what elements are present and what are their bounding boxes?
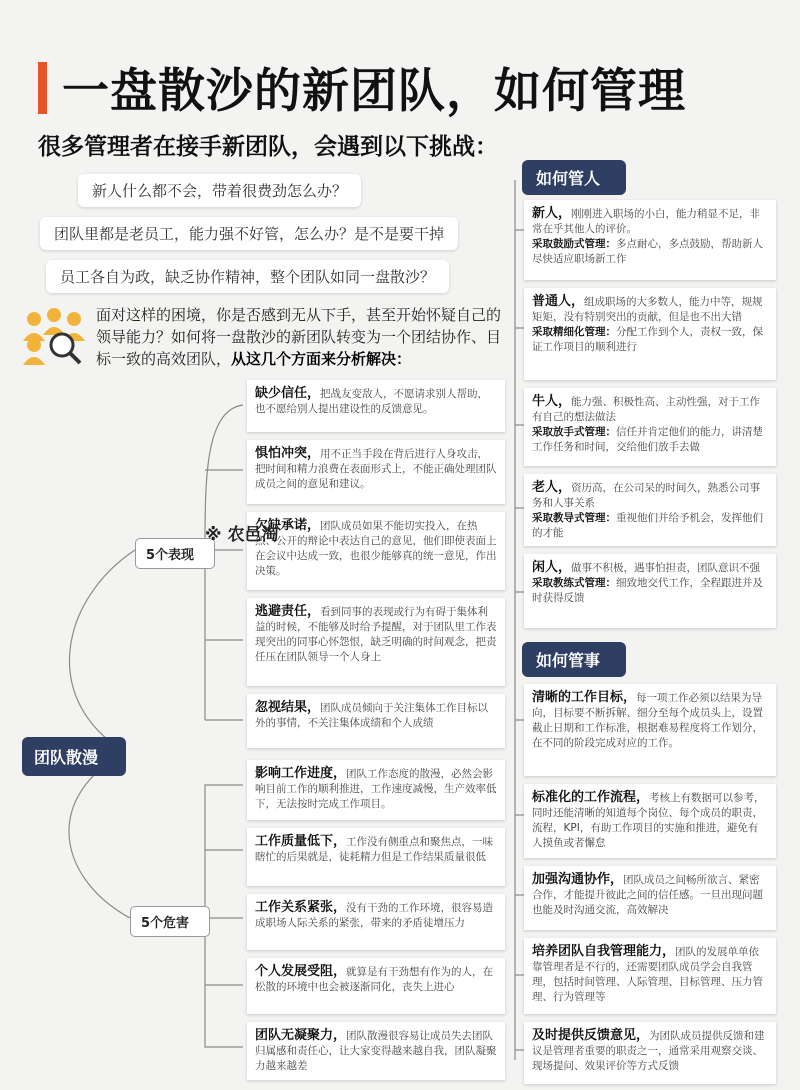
people-title: 普通人，: [532, 294, 585, 309]
people-card: [524, 474, 776, 546]
people-sub: 采取教练式管理：: [532, 577, 616, 589]
people-text: 资历高，在公司呆的时间久，熟悉公司事务和人事关系: [532, 482, 761, 509]
question-bubble-3: 员工各自为政，缺乏协作精神，整个团队如同一盘散沙？: [46, 260, 449, 293]
symptom-text: 把战友变敌人，不愿请求别人帮助，也不愿给别人提出建设性的反馈意见。: [255, 388, 489, 415]
people-subtext: 分配工作到个人，责权一致，保证工作项目的顺利进行: [532, 326, 763, 353]
people-subtext: 信任并肯定他们的能力，讲清楚工作任务和时间，交给他们放手去做: [532, 426, 763, 453]
harm-text: 没有干劲的工作环境，很容易造成职场人际关系的紧张，带来的矛盾徒增压力: [255, 902, 494, 929]
task-text: 考核上有数据可以参考，同时还能清晰的知道每个岗位、每个成员的职责，流程，KPI，有助工作项目的实施和推进，避免有人摸鱼或者懈怠: [532, 792, 765, 849]
harm-text: 就算是有干劲想有作为的人，在松散的环境中也会被逐渐同化，丧失上进心: [255, 966, 494, 993]
question-bubble-1: 新人什么都不会，带着很费劲怎么办？: [78, 174, 361, 207]
task-title: 清晰的工作目标，: [532, 690, 637, 705]
intro-bold-text: 从这几个方面来分析解决：: [231, 350, 412, 368]
branch-harms: 5个危害: [130, 906, 210, 937]
task-card: [524, 1022, 776, 1084]
symptom-text: 团队成员如果不能切实投入，在热烈、公开的辩论中表达自己的意见，他们即使表面上在会议中达成一致，也很少能够真的统一意见，作出决策。: [255, 520, 497, 577]
question-bubble-2: 团队里都是老员工，能力强不好管，怎么办？是不是要干掉: [40, 217, 458, 250]
page-title: 一盘散沙的新团队，如何管理: [62, 64, 686, 119]
task-text: 每一项工作必须以结果为导向，目标要不断拆解、细分至每个成员头上，设置截止日期和工作标准，根据难易程度将工作划分，在不同的阶段完成对应的工作。: [532, 692, 763, 749]
harm-title: 工作质量低下，: [255, 834, 347, 849]
harm-text: 工作没有侧重点和聚焦点，一味瞎忙的后果就是，徒耗精力但是工作结果质量很低: [255, 836, 494, 863]
task-text: 团队成员之间畅所欲言、紧密合作，才能提升彼此之间的信任感。一旦出现问题也能及时沟通交流，高效解决: [532, 874, 763, 916]
harm-card: [247, 760, 505, 820]
harm-card: [247, 828, 505, 886]
symptom-card: [247, 440, 505, 504]
manage-tasks-header: 如何管事: [522, 642, 626, 677]
watermark-symbol-icon: ※: [205, 525, 222, 545]
symptom-text: 看到同事的表现或行为有碍于集体利益的时候，不能够及时给予提醒，对于团队里工作表现突出的同事心怀怨恨，缺乏明确的时间观念，把责任压在团队领导一个人身上: [255, 606, 497, 663]
people-card: [524, 388, 776, 466]
people-title: 闲人，: [532, 560, 572, 575]
harm-title: 团队无凝聚力，: [255, 1028, 347, 1043]
people-title: 牛人，: [532, 394, 572, 409]
harm-title: 工作关系紧张，: [255, 900, 347, 915]
people-text: 刚刚进入职场的小白，能力稍显不足，非常在乎其他人的评价。: [532, 208, 761, 235]
symptom-card: [247, 512, 505, 590]
symptom-card: [247, 380, 505, 432]
symptom-title: 缺少信任，: [255, 386, 321, 401]
task-card: [524, 938, 776, 1014]
symptom-card: [247, 694, 505, 748]
symptom-title: 欠缺承诺，: [255, 518, 321, 533]
people-subtext: 多点耐心，多点鼓励，帮助新人尽快适应职场新工作: [532, 238, 763, 265]
symptom-title: 忽视结果，: [255, 700, 321, 715]
people-sub: 采取教导式管理：: [532, 512, 616, 524]
harm-card: [247, 958, 505, 1014]
page-subtitle: 很多管理者在接手新团队，会遇到以下挑战：: [38, 134, 498, 160]
branch-symptoms: 5个表现: [135, 538, 215, 569]
people-sub: 采取放手式管理：: [532, 426, 616, 438]
task-title: 标准化的工作流程，: [532, 790, 650, 805]
harm-title: 影响工作进度，: [255, 766, 347, 781]
intro-text: 面对这样的困境，你是否感到无从下手，甚至开始怀疑自己的领导能力？如何将一盘散沙的新团队转变为一个团结协作、目标一致的高效团队，: [96, 306, 502, 368]
symptom-text: 团队成员倾向于关注集体工作目标以外的事情，不关注集体成绩和个人成绩: [255, 702, 489, 729]
people-title: 老人，: [532, 480, 572, 495]
harm-text: 团队工作态度的散漫，必然会影响目前工作的顺利推进，工作速度减慢，生产效率低下，无法按时完成工作项目。: [255, 768, 497, 810]
people-title: 新人，: [532, 206, 572, 221]
people-text: 能力强、积极性高、主动性强，对于工作有自己的想法做法: [532, 396, 761, 423]
people-subtext: 细致地交代工作，全程跟进并及时获得反馈: [532, 577, 763, 604]
people-card: [524, 288, 776, 380]
task-card: [524, 784, 776, 858]
people-subtext: 重视他们并给予机会，发挥他们的才能: [532, 512, 763, 539]
people-sub: 采取精细化管理：: [532, 326, 616, 338]
people-text: 做事不积极，遇事怕担责，团队意识不强: [571, 562, 761, 574]
task-title: 及时提供反馈意见，: [532, 1028, 650, 1043]
watermark-text: 农邑淘: [227, 525, 279, 545]
harm-text: 团队散漫很容易让成员失去团队归属感和责任心，让大家变得越来越自我，团队凝聚力越来越差: [255, 1030, 497, 1072]
task-title: 培养团队自我管理能力，: [532, 944, 676, 959]
symptom-title: 逃避责任，: [255, 604, 321, 619]
symptom-card: [247, 598, 505, 686]
people-text: 组成职场的大多数人，能力中等，规规矩矩，没有特别突出的贡献，但是也不出大错: [532, 296, 763, 323]
task-text: 团队的发展单单依靠管理者是不行的，还需要团队成员学会自我管理，包括时间管理、人际管理、目标管理、压力管理、行为管理等: [532, 946, 763, 1003]
root-node: 团队散漫: [22, 737, 126, 776]
task-card: [524, 684, 776, 776]
watermark-logo: [205, 520, 278, 545]
people-card: [524, 200, 776, 280]
people-sub: 采取鼓励式管理：: [532, 238, 616, 250]
symptom-text: 用不正当手段在背后进行人身攻击，把时间和精力浪费在表面形式上，不能正确处理团队成员之间的意见和建议。: [255, 448, 497, 490]
harm-title: 个人发展受阻，: [255, 964, 347, 979]
harm-card: [247, 1022, 505, 1080]
task-text: 为团队成员提供反馈和建议是管理者重要的职责之一，通常采用观察交谈、现场提问、效果评价等方式反馈: [532, 1030, 765, 1072]
harm-card: [247, 894, 505, 950]
task-card: [524, 866, 776, 930]
manage-people-header: 如何管人: [522, 160, 626, 195]
task-title: 加强沟通协作，: [532, 872, 624, 887]
symptom-title: 惧怕冲突，: [255, 446, 321, 461]
people-card: [524, 554, 776, 628]
